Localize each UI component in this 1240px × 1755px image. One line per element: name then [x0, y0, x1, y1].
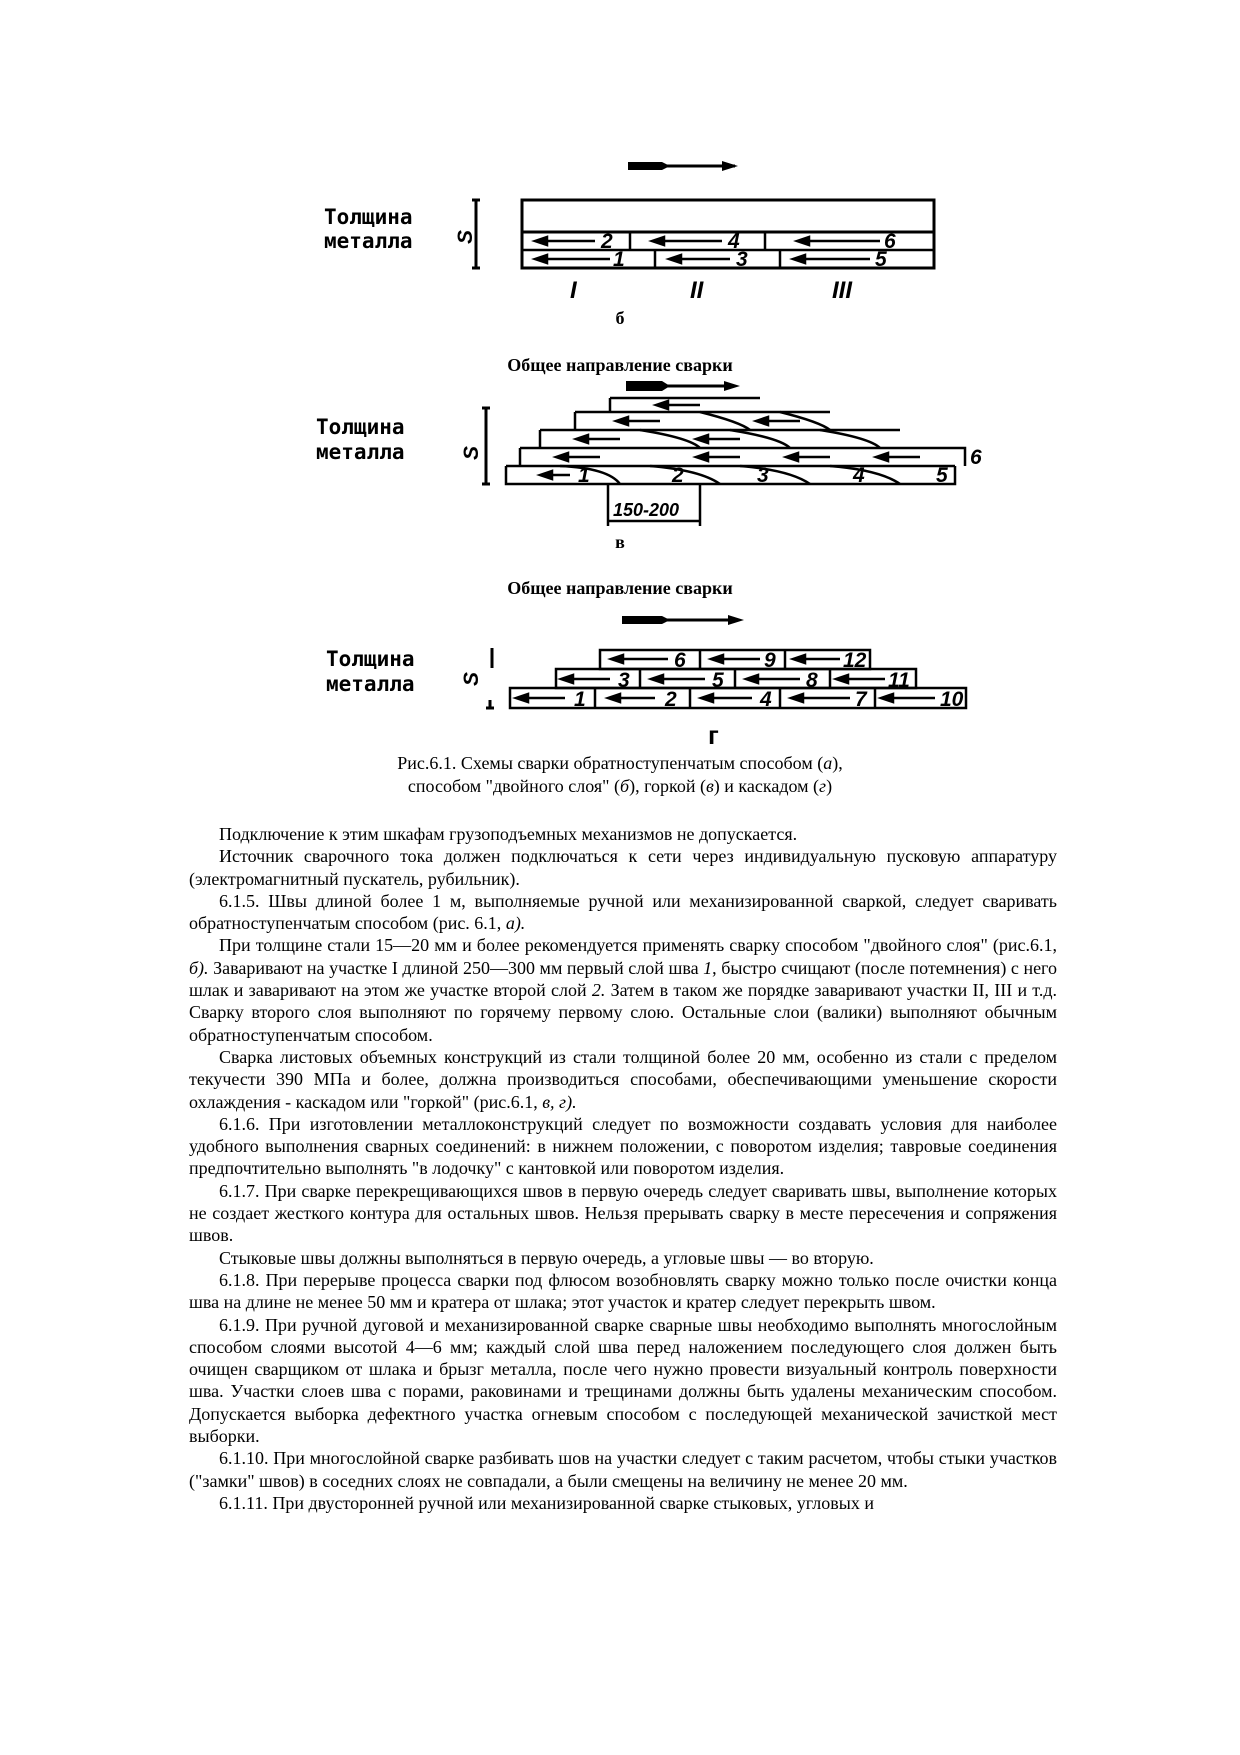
- figure-v-title: Общее направление сварки: [507, 355, 733, 375]
- paragraph: 6.1.6. При изготовлении металлоконструкций следует по возможности создавать условия для наиболее удобного выполнения сварных соединений: в нижнем положении, с поворотом изделия; тавровые соединения предпочтительно выполнять "в лодочку" с кантовкой или поворотом изделия.: [189, 1113, 1057, 1179]
- pass-7: 7: [855, 688, 867, 711]
- section-2: II: [690, 277, 704, 304]
- paragraph: При толщине стали 15—20 мм и более рекомендуется применять сварку способом "двойного слоя" (рис.6.1, б). Заваривают на участке I длиной 250—300 мм первый слой шва 1, быстро счищают (после потемнения) с него шлак и заваривают на этом же участке второй слой 2. Затем в таком же порядке заваривают участки II, III и т.д. Сварку второго слоя выполняют по горячему первому слою. Остальные слои (валики) выполняют обычным обратноступенчатым способом.: [189, 935, 1057, 1045]
- pass-3: 3: [618, 669, 630, 692]
- section-1: I: [570, 277, 577, 304]
- paragraph: 6.1.8. При перерыве процесса сварки под флюсом возобновлять сварку можно только после очистки конца шва на длине не менее 50 мм и кратера от шлака; этот участок и кратер следует перекрыть швом.: [189, 1269, 1057, 1313]
- pass-6: 6: [970, 446, 982, 469]
- caption-line2: способом "двойного слоя" (б), горкой (в) и каскадом (г): [407, 776, 833, 796]
- pass-11: 11: [888, 669, 910, 692]
- figure-v-diagram: [0, 378, 1240, 558]
- ylabel-line2: металла: [324, 229, 413, 253]
- pass-5: 5: [712, 669, 724, 692]
- pass-1: 1: [574, 688, 586, 711]
- pass-2: 2: [672, 464, 684, 487]
- pass-4: 4: [853, 464, 865, 487]
- dimension-label: 150-200: [613, 500, 680, 520]
- paragraph: 6.1.7. При сварке перекрещивающихся швов в первую очередь следует сваривать швы, выполнение которых не создает жесткого контура для остальных швов. Нельзя прерывать сварку в месте пересечения и сопряжения швов.: [189, 1180, 1057, 1246]
- pass-10: 10: [940, 688, 964, 711]
- pass-6: 6: [674, 649, 686, 672]
- pass-1: 1: [578, 464, 590, 487]
- pass-4: 4: [760, 688, 772, 711]
- pass-3: 3: [757, 464, 769, 487]
- pass-4: 4: [728, 230, 740, 253]
- pass-8: 8: [806, 669, 818, 692]
- figure-letter-b: б: [615, 308, 625, 328]
- figure-b-diagram: [0, 150, 1240, 330]
- ylabel-line1: Толщина: [316, 415, 405, 439]
- ylabel-line1: Толщина: [324, 205, 413, 229]
- paragraph: 6.1.10. При многослойной сварке разбивать шов на участки следует с таким расчетом, чтобы стыки участков ("замки" швов) в соседних слоях не совпадали, а были смещены на величину не менее 20 мм.: [189, 1448, 1057, 1491]
- direction-arrow-icon: [626, 381, 740, 391]
- section-3: III: [832, 277, 853, 304]
- paragraph: Стыковые швы должны выполняться в первую очередь, а угловые швы — во вторую.: [219, 1247, 874, 1268]
- thickness-symbol: S: [454, 229, 477, 244]
- paragraph: 6.1.11. При двусторонней ручной или механизированной сварке стыковых, угловых и: [219, 1492, 874, 1513]
- paragraph: 6.1.5. Швы длиной более 1 м, выполняемые ручной или механизированной сваркой, следует сваривать обратноступенчатым способом (рис. 6.1, а).: [189, 890, 1057, 934]
- direction-arrow-icon: [622, 615, 744, 625]
- thickness-symbol: S: [460, 445, 483, 460]
- pass-5: 5: [875, 248, 887, 271]
- paragraph: Источник сварочного тока должен подключаться к сети через индивидуальную пусковую аппаратуру (электромагнитный пускатель, рубильник).: [189, 846, 1057, 889]
- paragraph: Подключение к этим шкафам грузоподъемных механизмов не допускается.: [219, 824, 798, 844]
- paragraph: Сварка листовых объемных конструкций из стали толщиной более 20 мм, особенно из стали с пределом текучести 390 МПа и более, должна производиться способами, обеспечивающими уменьшение скорости охлаждения - каскадом или "горкой" (рис.6.1, в, г).: [189, 1046, 1057, 1112]
- pass-2: 2: [601, 230, 613, 253]
- figure-g-diagram: [0, 608, 1240, 748]
- ylabel-line2: металла: [316, 440, 405, 464]
- pass-3: 3: [736, 248, 748, 271]
- pass-5: 5: [936, 464, 948, 487]
- pass-1: 1: [613, 248, 625, 271]
- thickness-symbol: S: [460, 671, 483, 686]
- figure-g-title: Общее направление сварки: [507, 578, 733, 598]
- figure-letter-v: в: [615, 532, 625, 552]
- figure-g: [0, 608, 1240, 748]
- ylabel-line1: Толщина: [326, 647, 415, 671]
- pass-6: 6: [884, 230, 896, 253]
- pass-2: 2: [665, 688, 677, 711]
- paragraph: 6.1.9. При ручной дуговой и механизированной сварке сварные швы необходимо выполнять многослойным способом слоями высотой 4—6 мм; каждый слой шва перед наложением последующего слоя должен быть очищен сварщиком от шлака и брызг металла, после чего нужно провести визуальный контроль поверхности шва. Участки слоев шва с порами, раковинами и трещинами должны быть удалены механическим способом. Допускается выборка дефектного участка огневым способом с последующей механической зачисткой мест выборки.: [189, 1314, 1057, 1447]
- caption-line1: Рис.6.1. Схемы сварки обратноступенчатым способом (а),: [397, 753, 843, 773]
- direction-arrow-icon: [628, 161, 738, 171]
- figure-letter-g: г: [708, 720, 719, 750]
- body-text: [189, 823, 1057, 1514]
- pass-12: 12: [843, 649, 867, 672]
- pass-9: 9: [764, 649, 776, 672]
- figure-v: [0, 378, 1240, 558]
- figure-caption: [0, 752, 1240, 798]
- figure-b: [0, 150, 1240, 330]
- ylabel-line2: металла: [326, 672, 415, 696]
